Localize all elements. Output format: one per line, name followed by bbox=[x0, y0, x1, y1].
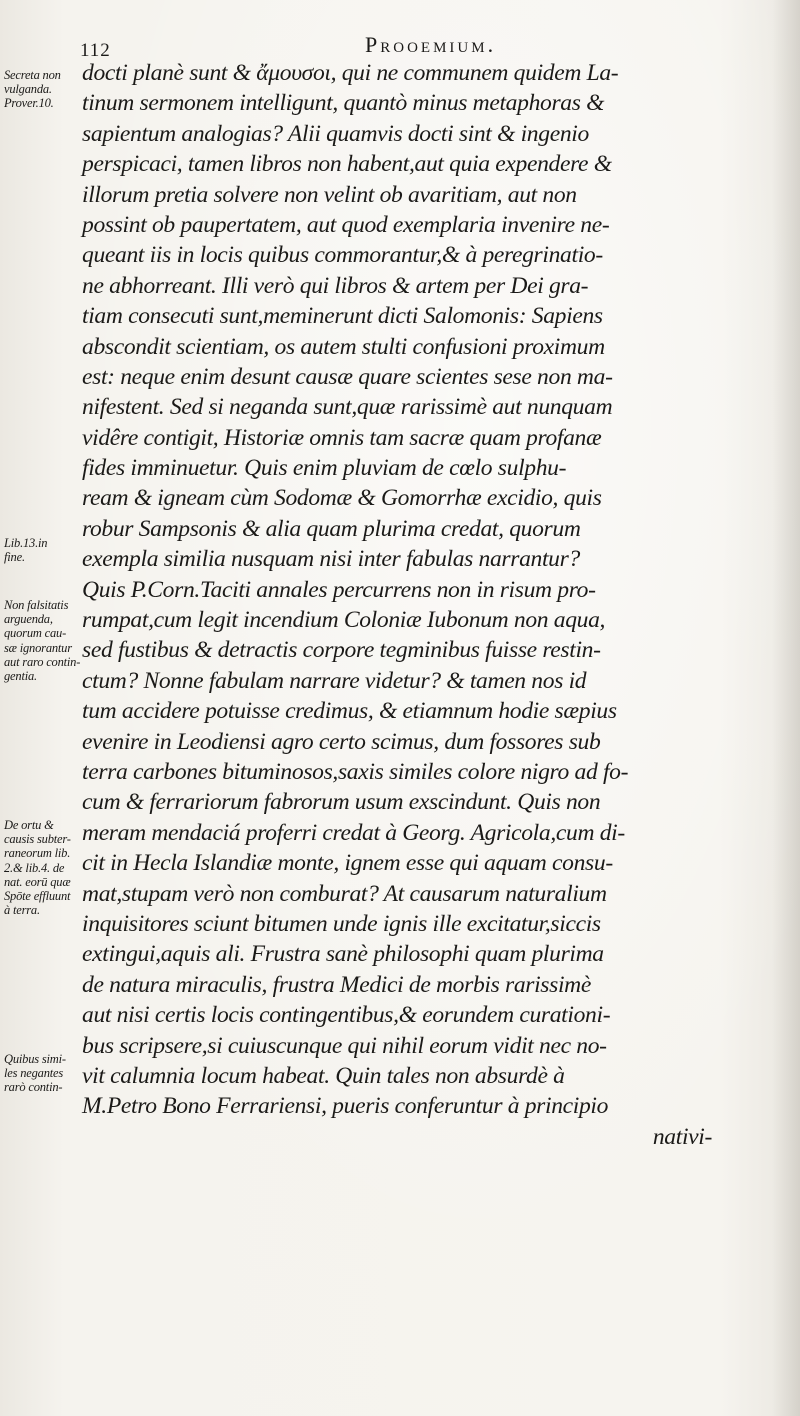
margin-notes bbox=[0, 0, 82, 1416]
text-line: nifestent. Sed si neganda sunt,quæ rarissimè aut nunquam bbox=[82, 394, 613, 421]
text-line: bus scripsere,si cuiuscunque qui nihil eorum vidit nec no- bbox=[82, 1032, 607, 1059]
margin-note bbox=[4, 598, 82, 683]
text-line: tinum sermonem intelligunt, quantò minus metaphoras & bbox=[82, 90, 605, 117]
margin-note-line: fine. bbox=[4, 550, 25, 565]
text-line: robur Sampsonis & alia quam plurima credat, quorum bbox=[82, 515, 581, 542]
text-line: vit calumnia locum habeat. Quin tales non absurdè à bbox=[82, 1062, 565, 1089]
text-line: queant iis in locis quibus commorantur,& à peregrinatio- bbox=[82, 242, 603, 269]
text-line: meram mendaciá proferri credat à Georg. Agricola,cum di- bbox=[82, 819, 625, 846]
text-line: abscondit scientiam, os autem stulti confusioni proximum bbox=[82, 333, 605, 360]
page-number: 112 bbox=[80, 40, 111, 61]
text-line: ne abhorreant. Illi verò qui libros & artem per Dei gra- bbox=[82, 272, 589, 299]
margin-note-line: à terra. bbox=[4, 903, 40, 918]
margin-note-line: rarò contin- bbox=[4, 1080, 63, 1095]
page-edge-shadow bbox=[772, 0, 800, 1416]
margin-note bbox=[4, 1052, 82, 1095]
text-line: est: neque enim desunt causæ quare scientes sese non ma- bbox=[82, 363, 613, 390]
text-line: sed fustibus & detractis corpore tegminibus fuisse restin- bbox=[82, 637, 601, 664]
margin-note-line: causis subter- bbox=[4, 832, 71, 847]
text-line: terra carbones bituminosos,saxis similes colore nigro ad fo- bbox=[82, 758, 629, 785]
margin-note-line: Quibus simi- bbox=[4, 1052, 66, 1066]
text-line: rumpat,cum legit incendium Coloniæ Iubonum non aqua, bbox=[82, 607, 606, 634]
margin-note-line: nat. eorū quæ bbox=[4, 874, 71, 889]
text-line: possint ob paupertatem, aut quod exemplaria invenire ne- bbox=[82, 211, 610, 238]
text-line: ctum? Nonne fabulam narrare videtur? & tamen nos id bbox=[82, 667, 587, 694]
margin-note-line: quorum cau- bbox=[4, 626, 67, 641]
text-line: cit in Hecla Islandiæ monte, ignem esse qui aquam consu- bbox=[82, 850, 613, 877]
margin-note-line: aut raro contin- bbox=[4, 654, 81, 669]
text-line: inquisitores sciunt bitumen unde ignis ille excitatur,siccis bbox=[82, 910, 601, 937]
text-line: tum accidere potuisse credimus, & etiamnum hodie sæpius bbox=[82, 698, 617, 725]
text-line: exempla similia nusquam nisi inter fabulas narrantur? bbox=[82, 546, 580, 573]
margin-note-line: Non falsitatis bbox=[4, 598, 69, 612]
margin-note-line: les negantes bbox=[4, 1066, 64, 1081]
margin-note-line: Secreta non bbox=[4, 68, 61, 82]
margin-note-line: De ortu & bbox=[4, 818, 54, 832]
running-head: Prooemium. bbox=[365, 32, 497, 57]
margin-note-line: Spōte effluunt bbox=[4, 889, 71, 904]
text-line: mat,stupam verò non comburat? At causarum naturalium bbox=[82, 880, 607, 907]
text-line: docti planè sunt & ἄμουσοι, qui ne communem quidem La- bbox=[82, 60, 619, 86]
margin-note-line: raneorum lib. bbox=[4, 846, 71, 861]
text-line: cum & ferrariorum fabrorum usum exscindunt. Quis non bbox=[82, 789, 601, 816]
margin-note-line: Prover.10. bbox=[4, 96, 54, 111]
margin-note bbox=[4, 818, 82, 917]
main-text bbox=[82, 58, 772, 1152]
margin-note-line: arguenda, bbox=[4, 612, 53, 627]
text-line: de natura miraculis, frustra Medici de morbis rarissimè bbox=[82, 971, 591, 998]
text-line: sapientum analogias? Alii quamvis docti sint & ingenio bbox=[82, 120, 589, 147]
margin-note-line: gentia. bbox=[4, 669, 37, 684]
margin-note-line: 2.& lib.4. de bbox=[4, 860, 65, 875]
margin-note bbox=[4, 536, 82, 564]
text-line: vidêre contigit, Historiæ omnis tam sacræ quam profanæ bbox=[82, 424, 602, 451]
margin-note-line: Lib.13.in bbox=[4, 536, 48, 550]
text-line: Quis P.Corn.Taciti annales percurrens non in risum pro- bbox=[82, 576, 596, 603]
text-line: illorum pretia solvere non velint ob avaritiam, aut non bbox=[82, 181, 577, 208]
text-line: fides imminuetur. Quis enim pluviam de cœlo sulphu- bbox=[82, 455, 567, 482]
margin-note bbox=[4, 68, 82, 111]
margin-note-line: vulganda. bbox=[4, 82, 52, 97]
text-line: perspicaci, tamen libros non habent,aut quia expendere & bbox=[82, 151, 612, 178]
margin-note-line: sæ ignorantur bbox=[4, 640, 72, 655]
text-line: aut nisi certis locis contingentibus,& eorundem curationi- bbox=[82, 1002, 611, 1029]
text-line: nativi- bbox=[652, 1123, 712, 1150]
text-line: ream & igneam cùm Sodomæ & Gomorrhæ excidio, quis bbox=[82, 485, 602, 512]
text-line: tiam consecuti sunt,meminerunt dicti Salomonis: Sapiens bbox=[82, 303, 603, 330]
text-line: extingui,aquis ali. Frustra sanè philosophi quam plurima bbox=[82, 941, 604, 968]
text-line: evenire in Leodiensi agro certo scimus, dum fossores sub bbox=[82, 728, 601, 755]
text-line: M.Petro Bono Ferrariensi, pueris conferuntur à principio bbox=[82, 1093, 609, 1120]
